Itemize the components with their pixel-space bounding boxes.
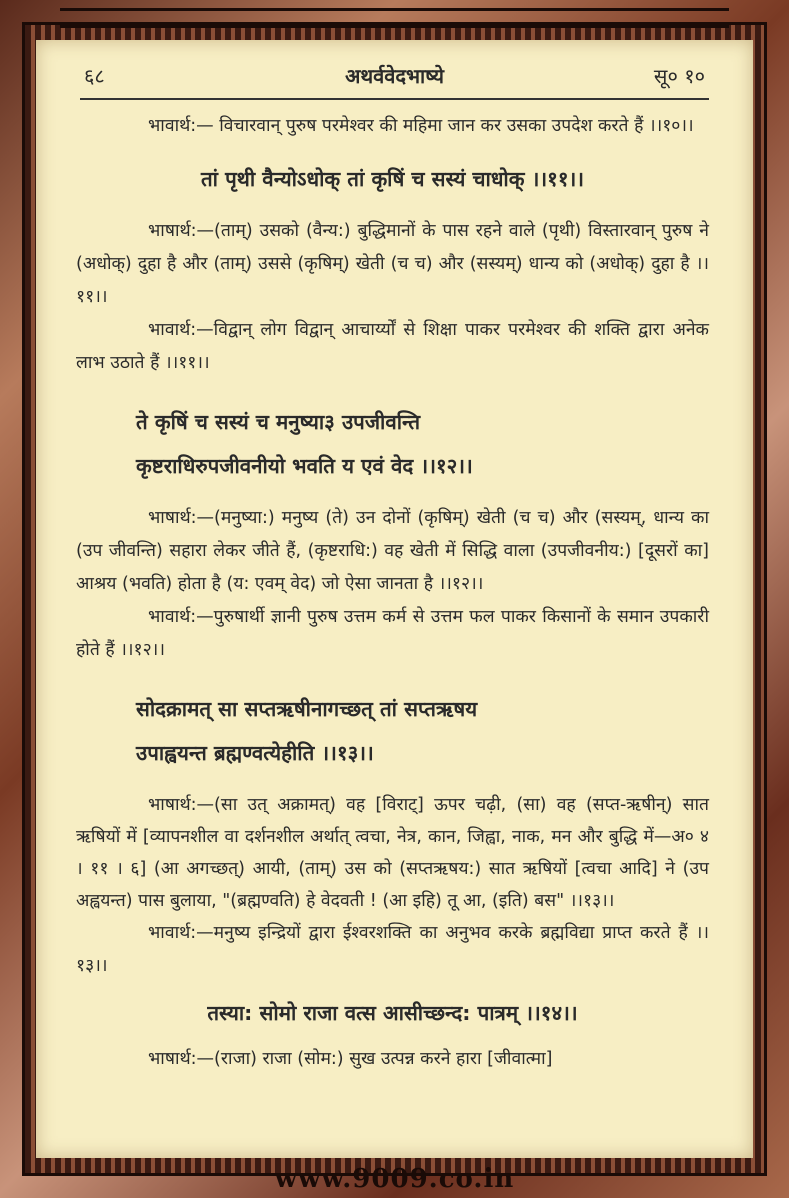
mantra-12-line1: ते कृषिं च सस्यं च मनुष्या३ उपजीवन्ति <box>136 410 421 434</box>
mantra-12-line2: कृष्टराधिरुपजीवनीयो भवति य एवं वेद ।।१२।। <box>136 454 473 478</box>
bhasartha-14: भाषार्थ:—(राजा) राजा (सोम:) सुख उत्पन्न करने हारा [जीवात्मा] <box>148 1049 553 1069</box>
bhasartha-11: भाषार्थ:—(ताम्) उसको (वैन्य:) बुद्धिमानों के पास रहने वाले (पृथी) विस्तारवान् पुरुष ने (अधोक्) दुहा है और (ताम्) उससे (कृषिम्) खेती (च च) और (सस्यम्) धान्य को (अधोक्) दुहा है ।।११।। <box>76 221 709 307</box>
bhavartha-12: भावार्थ:—पुरुषार्थी ज्ञानी पुरुष उत्तम कर्म से उत्तम फल पाकर किसानों के समान उपकारी होते हैं ।।१२।। <box>76 607 709 660</box>
page-number: ६८ <box>84 64 105 88</box>
header-rule <box>80 98 709 100</box>
mantra-14: तस्या: सोमो राजा वत्स आसीच्छन्द: पात्रम् ।।१४।। <box>207 1001 578 1025</box>
bhavartha-11: भावार्थ:—विद्वान् लोग विद्वान् आचार्य्यों से शिक्षा पाकर परमेश्वर की शक्ति द्वारा अनेक लाभ उठाते हैं ।।११।। <box>76 320 709 373</box>
sukta-number: सू० १० <box>653 64 705 88</box>
mantra-13-line1: सोदक्रामत् सा सप्तऋषीनागच्छत् तां सप्तऋषय <box>136 697 478 721</box>
book-page <box>36 40 753 1158</box>
bhavartha-10: भावार्थ:— विचारवान् पुरुष परमेश्वर की महिमा जान कर उसका उपदेश करते हैं ।।१०।। <box>148 116 694 136</box>
page-title: अथर्ववेदभाष्ये <box>345 64 444 88</box>
mantra-11: तां पृथी वैन्योऽधोक् तां कृषिं च सस्यं चाधोक् ।।११।। <box>200 167 585 191</box>
bhasartha-13: भाषार्थ:—(सा उत् अक्रामत्) वह [विराट्] ऊपर चढ़ी, (सा) वह (सप्त-ऋषीन्) सात ऋषियों में [व्यापनशील वा दर्शनशील अर्थात् त्वचा, नेत्र, कान, जिह्वा, नाक, मन और बुद्धि में—अ० ४ । ११ । ६] (आ अगच्छत्) आयी, (ताम्) उस को (सप्तऋषय:) सात ऋषियों [त्वचा आदि] ने (उप अह्वयन्त) पास बुलाया, "(ब्रह्मण्वति) हे वेदवती ! (आ इहि) तू आ, (इति) बस" ।।१३।। <box>76 795 709 911</box>
top-scroll-ornament <box>60 8 729 28</box>
bhasartha-12: भाषार्थ:—(मनुष्या:) मनुष्य (ते) उन दोनों (कृषिम्) खेती (च च) और (सस्यम्, धान्य का (उप जीवन्ति) सहारा लेकर जीते हैं, (कृष्टराधि:) वह खेती में सिद्धि वाला (उपजीवनीय:) [दूसरों का] आश्रय (भवति) होता है (य: एवम् वेद) जो ऐसा जानता है ।।१२।। <box>76 508 709 594</box>
mantra-13-line2: उपाह्वयन्त ब्रह्मण्वत्येहीति ।।१३।। <box>136 741 374 765</box>
bhavartha-13: भावार्थ:—मनुष्य इन्द्रियों द्वारा ईश्वरशक्ति का अनुभव करके ब्रह्मविद्या प्राप्त करते हैं ।।१३।। <box>76 923 709 976</box>
page-header <box>84 62 705 92</box>
page-content <box>76 110 709 1076</box>
footer-website: www.9009.co.in <box>274 1164 515 1194</box>
